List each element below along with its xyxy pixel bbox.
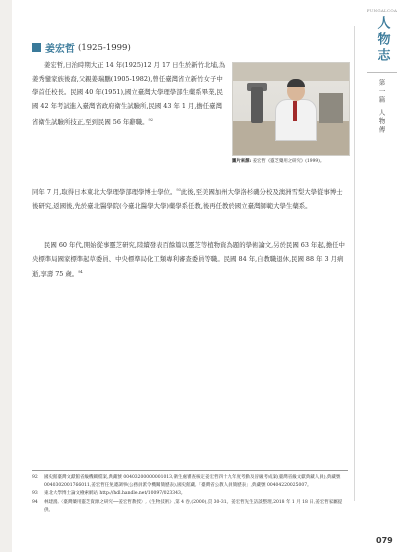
footnote-number: 94 xyxy=(32,499,38,505)
heading-marker-icon xyxy=(32,43,41,52)
footnotes xyxy=(32,474,348,515)
page-number: 079 xyxy=(376,536,393,545)
person-name: 姜宏哲 xyxy=(45,44,75,55)
chapter-tab xyxy=(360,8,404,134)
margin-rule xyxy=(354,26,355,501)
biography-heading xyxy=(32,40,131,55)
footnote-ref-92: 92 xyxy=(148,117,153,122)
footnote-text: 東北大學博士論文檢索網站 http://hdl.handle.net/10097/023343。 xyxy=(44,491,186,497)
footnote-text: 林建鴻,〈臺灣藥用靈芝資源之研究──姜宏哲教授〉,《生物技術》,第 4 卷,(2000),頁 30-31。姜宏哲先生訪談整理,2018 年 1 月 18 日,姜宏哲家屬提供。 xyxy=(44,499,343,513)
footnote-ref-94: 94 xyxy=(78,270,83,275)
para1-text-a: 姜宏哲,日治時期大正 14 年(1925)12 月 17 日生於新竹北埔,為姜秀鑾家族後裔,父親姜瑞鵬(1905-1982),曾任臺灣省立新竹女子中學首任校長。民國 40 年(1951),國立臺灣大學理學部生藥系畢業,民國 42 年考試進入臺灣省政府衛生試驗所,民國 43 年 1 月,擔任臺灣省衛生試驗所技正,至到民國 56 年辭職。 xyxy=(32,61,226,126)
microscope-shape xyxy=(251,87,263,123)
biography-paragraph-1 xyxy=(32,59,227,130)
para1-text-b: 同年 7 月,取得日本東北大學理學部理學博士學位。 xyxy=(32,188,177,197)
chapter-divider xyxy=(367,72,397,73)
footnote-divider xyxy=(32,470,348,471)
portrait-photo xyxy=(232,62,350,156)
footnote-item xyxy=(32,490,348,498)
photo-caption xyxy=(232,158,348,165)
caption-text: 姜宏哲《靈芝藥用之研究》(1999)。 xyxy=(252,159,325,164)
chapter-subtitle: 第一篇 人物傳 xyxy=(377,79,386,135)
footnote-ref-93: 93 xyxy=(176,188,181,192)
footnote-item xyxy=(32,499,348,515)
biography-paragraph-1-continued xyxy=(32,184,348,214)
footnote-number: 93 xyxy=(32,491,38,497)
biography-paragraph-2 xyxy=(32,239,348,282)
footnote-number: 92 xyxy=(32,475,38,480)
chapter-title: 人物志 xyxy=(374,16,390,64)
footnote-text: 國史館臺灣文獻館省級機關檔案,典藏號 00403200000001013,衛生處審查核定姜宏哲四十九年度考勤及晉級考成案(臺灣省級文獻典藏人員),典藏號 0040302001766011,姜宏哲任免遷調事(公務員派令機關簡歷表),國史館藏,「臺灣省公教人員簡歷表」,典藏號 00404220025007。 xyxy=(44,475,341,489)
chapter-small-label: FUNGALCOA xyxy=(366,8,398,13)
page-edge xyxy=(0,0,12,552)
caption-label: 圖片來源: xyxy=(232,159,252,164)
para2-text: 民國 60 年代,開始從事靈芝研究,陸續發表百餘篇以靈芝等植物資為題的學術論文,另於民國 63 年起,擔任中央標準局國家標準起草委員、中央標準局化工類專利審查委員等職。民國 84 年,自教職退休,民國 88 年 3 月病逝,享壽 75 歲。 xyxy=(32,241,345,279)
para1-text-c: 此後,至美國加州大學洛杉磯分校及澳洲雪梨大學從事博士後研究,返國後,先於臺北醫學院(今臺北醫學大學)藥學系任教,後再任教於國立臺灣師範大學生藥系。 xyxy=(32,188,343,210)
footnote-item xyxy=(32,474,348,490)
person-years: (1925-1999) xyxy=(78,42,131,53)
